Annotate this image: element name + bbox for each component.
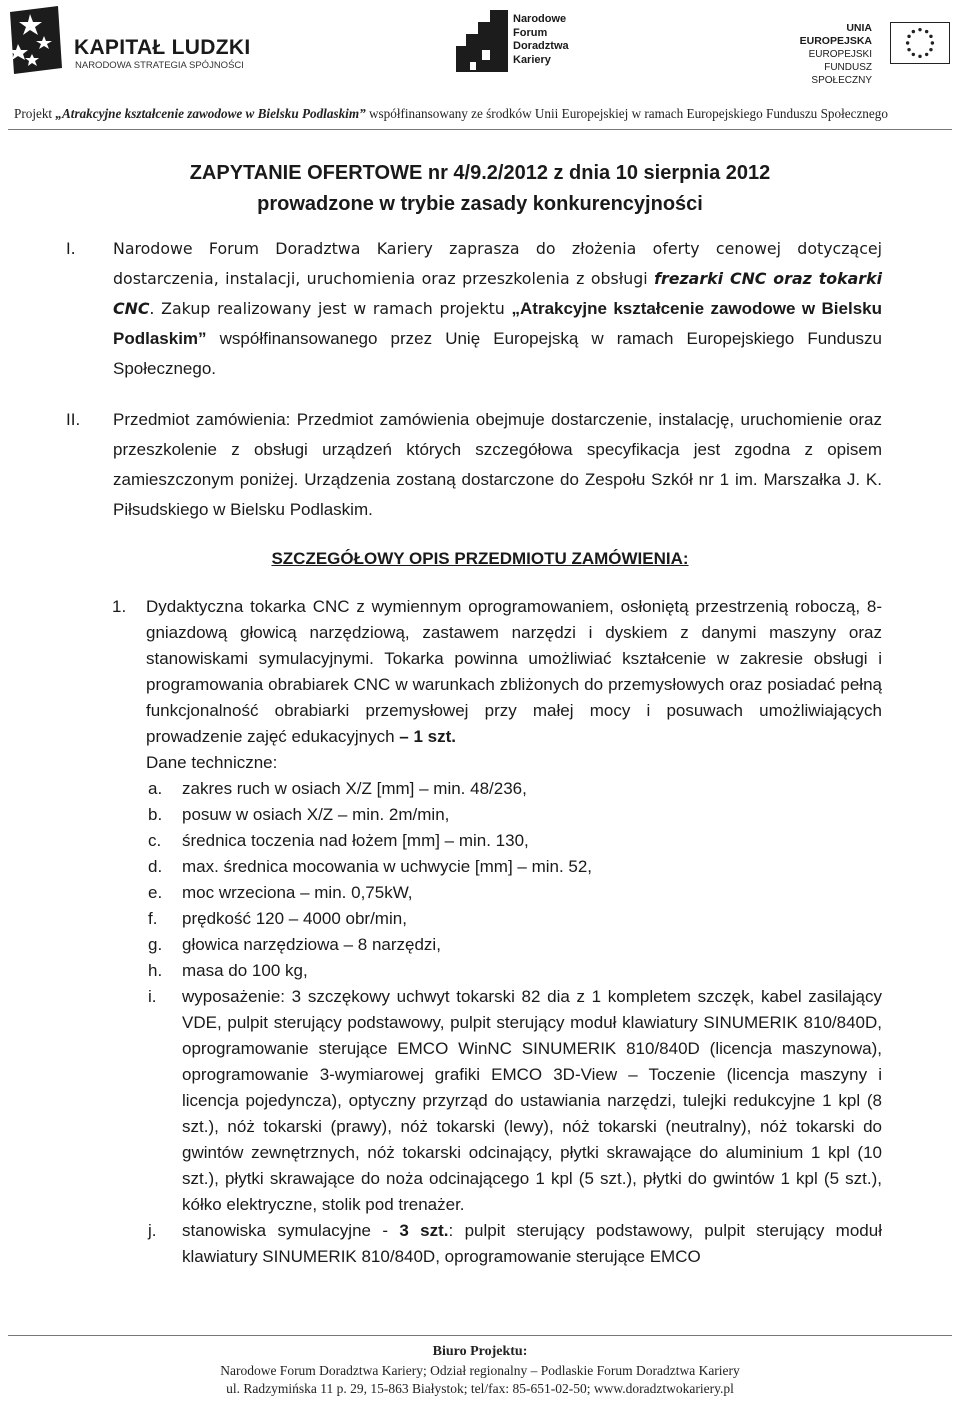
list-letter: g. (148, 935, 163, 954)
narodowe-forum-logo (456, 10, 576, 76)
item-1 (112, 594, 882, 776)
footer-divider (8, 1335, 952, 1336)
nf-line: Doradztwa (513, 40, 569, 52)
ue-line: EUROPEJSKI (808, 49, 872, 60)
list-letter: f. (148, 909, 158, 928)
list-text: max. średnica mocowania w uchwycie [mm] – min. 52, (182, 857, 593, 876)
list-item (148, 906, 882, 932)
kapital-ludzki-title: KAPITAŁ LUDZKI (74, 36, 251, 59)
project-suffix: współfinansowany ze środków Unii Europejskiej w ramach Europejskiego Funduszu Społecznego (365, 106, 888, 121)
list-letter: h. (148, 961, 163, 980)
header-divider (8, 129, 952, 130)
page-header (0, 0, 960, 121)
kapital-ludzki-subtitle: NARODOWA STRATEGIA SPÓJNOŚCI (75, 60, 244, 71)
list-item (148, 828, 882, 854)
section-1-text-a: Narodowe Forum Doradztwa Kariery zaprasza do złożenia oferty cenowej dotyczącej dostarczenia, instalacji, uruchomienia oraz przeszkolenia z obsługi (113, 239, 882, 288)
spec-heading: SZCZEGÓŁOWY OPIS PRZEDMIOTU ZAMÓWIENIA: (271, 549, 689, 568)
nf-line: Kariery (513, 53, 551, 66)
list-item (148, 1218, 882, 1270)
nf-line: Forum (513, 26, 548, 39)
list-text: wyposażenie: 3 szczękowy uchwyt tokarski 82 dia z 1 kompletem szczęk, kabel zasilający VDE, pulpit sterujący podstawowy, pulpit sterujący moduł klawiatury SINUMERIK 810/840D, oprogramowanie sterujące EMCO WinNC SINUMERIK 810/840D (licencja maszynowa), oprogramowanie 3-wymiarowej grafiki EMCO 3D-View – Toczenie (licencja maszyny i licencja pojedyncza), optyczny przyrząd do ustawiania narzędzi, tulejki redukcyjne 1 kpl (8 szt.), nóż tokarski (prawy), nóż tokarski (lewy), nóż tokarski (neutralny), nóż tokarski do gwintów zewnętrznych, nóż tokarski odcinający, płytki skrawające do aluminium 1 kpl (10 szt.), płytki skrawające do noża odcinającego 1 kpl (5 szt.), płytki do gwintów 1 kpl (5 szt.), kółko elektryczne, stolik pod trenażer. (182, 987, 882, 1214)
kapital-ludzki-flag-icon (8, 6, 64, 74)
section-1-number: I. (66, 239, 76, 258)
list-qty: 3 szt. (399, 1221, 449, 1240)
list-item (148, 984, 882, 1218)
section-2 (66, 405, 883, 525)
section-1-text-f: współfinansowanego przez Unię Europejską w ramach Europejskiego Funduszu Społecznego. (113, 329, 882, 378)
list-item (148, 776, 882, 802)
nf-line: Narodowe (513, 13, 567, 25)
list-item (148, 880, 882, 906)
list-text: średnica toczenia nad łożem [mm] – min. 130, (182, 831, 529, 850)
section-1-devices: frezarki CNC oraz tokarki CNC (113, 269, 882, 318)
project-name: „Atrakcyjne kształcenie zawodowe w Bielsku Podlaskim” (55, 106, 366, 121)
list-text: głowica narzędziowa – 8 narzędzi, (182, 935, 441, 954)
section-2-text-a: Przedmiot zamówienia: Przedmiot zamówienia obejmuje dostarczenie, instalację, (113, 410, 735, 429)
narodowe-forum-name (513, 13, 569, 67)
list-text: zakres ruch w osiach X/Z [mm] – min. 48/236, (182, 779, 527, 798)
list-text: posuw w osiach X/Z – min. 2m/min, (182, 805, 450, 824)
item-1-number: 1. (112, 597, 127, 616)
footer-line-2: ul. Radzymińska 11 p. 29, 15-863 Białystok; tel/fax: 85-651-02-50; www.doradztwokariery.pl (226, 1381, 734, 1396)
list-letter: e. (148, 883, 163, 902)
list-text: : pulpit sterujący podstawowy, pulpit sterujący moduł klawiatury SINUMERIK 810/840D, oprogramowanie sterujące EMCO (182, 1221, 882, 1266)
section-1 (66, 234, 882, 384)
list-item (148, 932, 882, 958)
title-line-1: ZAPYTANIE OFERTOWE nr 4/9.2/2012 z dnia 10 sierpnia 2012 (189, 162, 771, 184)
ue-line: UNIA EUROPEJSKA (799, 22, 872, 47)
footer-title: Biuro Projektu: (432, 1344, 528, 1359)
list-text: prędkość 120 – 4000 obr/min, (182, 909, 407, 928)
unia-europejska-logo (772, 22, 952, 86)
list-item (148, 958, 882, 984)
list-text: moc wrzeciona – min. 0,75kW, (182, 883, 413, 902)
list-letter: d. (148, 857, 163, 876)
section-1-text-d: Zakup realizowany jest w ramach projektu (154, 299, 512, 318)
list-letter: i. (148, 987, 157, 1006)
list-letter: j. (148, 1221, 157, 1240)
list-text: stanowiska symulacyjne - (182, 1221, 400, 1240)
section-2-number: II. (66, 410, 81, 429)
section-1-dot: . (149, 299, 155, 318)
list-letter: a. (148, 779, 163, 798)
section-1-project-name: „Atrakcyjne kształcenie zawodowe w Bielsku Podlaskim” (113, 299, 882, 348)
item-1-text: Dydaktyczna tokarka CNC z wymiennym oprogramowaniem, osłoniętą przestrzenią roboczą, 8-gniazdową głowicą narzędziową, zastawem narzędzi i dyskiem z danymi maszyny oraz stanowiskami symulacyjnymi. Tokarka powinna umożliwiać kształcenie w zakresie obsługi i programowania obrabiarek CNC w warunkach zbliżonych do przemysłowych oraz posiadać pełną funkcjonalność obrabiarki przemysłowej przy małej mocy i posuwach umożliwiających prowadzenie zajęć edukacyjnych (146, 597, 882, 746)
list-item (148, 802, 882, 828)
page-footer (0, 1343, 960, 1399)
project-prefix: Projekt (14, 106, 56, 121)
section-2-text-b: uruchomienie oraz przeszkolenie z obsługi urządzeń których szczegółowa specyfikacja jest zgodna z opisem zamieszczonym poniżej. Urządzenia zostaną dostarczone do Zespołu Szkół nr 1 im. Marszałka J. K. Piłsudskiego w Bielsku Podlaskim. (113, 410, 883, 519)
list-text: masa do 100 kg, (182, 961, 308, 980)
eu-flag-icon (890, 22, 950, 64)
item-1-qty: – 1 szt. (399, 727, 456, 746)
list-item (148, 854, 882, 880)
kapital-ludzki-logo (8, 6, 268, 78)
ue-name (772, 22, 872, 87)
document-title (0, 158, 960, 220)
title-line-2: prowadzone w trybie zasady konkurencyjności (257, 193, 703, 215)
ue-line: FUNDUSZ SPOŁECZNY (811, 62, 872, 86)
item-1-dane: Dane techniczne: (146, 753, 278, 772)
list-letter: b. (148, 805, 163, 824)
list-letter: c. (148, 831, 162, 850)
technical-data-list (148, 776, 882, 1270)
narodowe-forum-mark-icon (456, 10, 510, 74)
project-line (14, 106, 954, 122)
footer-line-1: Narodowe Forum Doradztwa Kariery; Odział regionalny – Podlaskie Forum Doradztwa Kariery (220, 1362, 740, 1378)
